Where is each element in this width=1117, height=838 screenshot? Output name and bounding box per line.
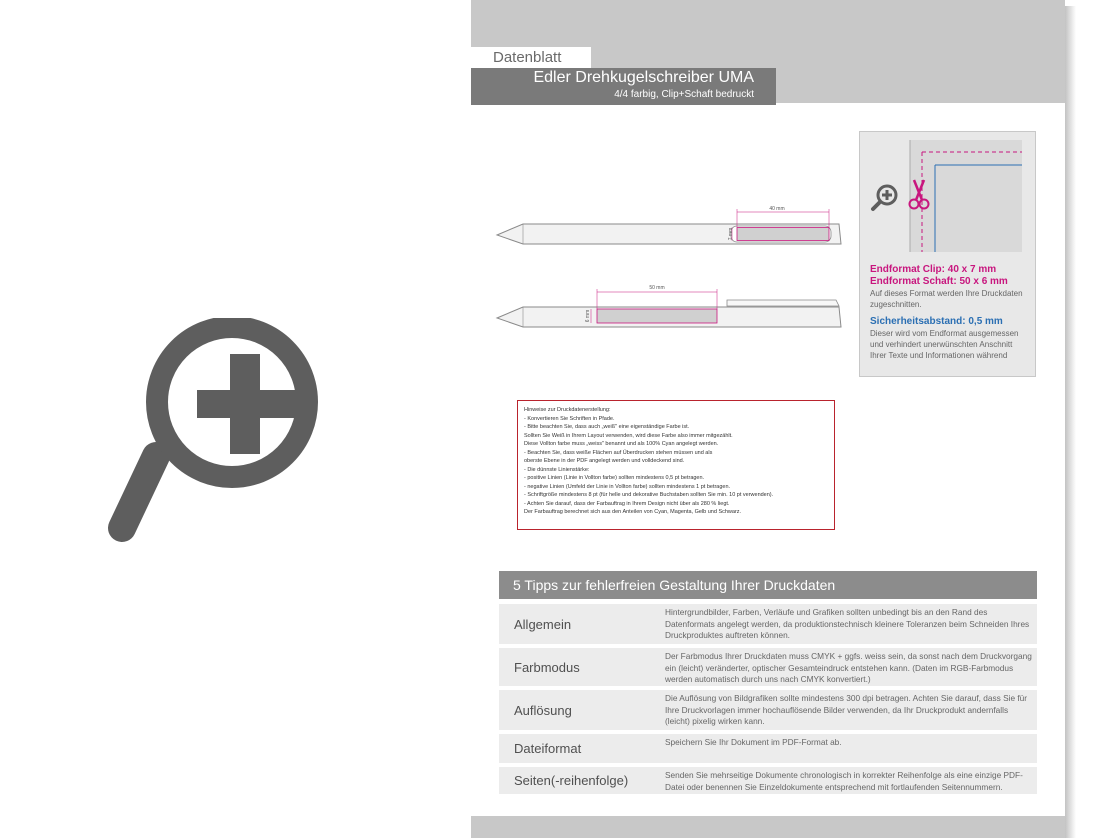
tip-text: Speichern Sie Ihr Dokument im PDF-Format ab. (665, 737, 842, 747)
shaft-format-line: Endformat Schaft: 50 x 6 mm (870, 276, 1008, 287)
tip-text: Hintergrundbilder, Farben, Verläufe und Grafiken sollten unbedingt bis an den Rand des Datenformats angelegt werden, da produktionstechnisch kleinere Toleranzen beim Schneiden Ihres Druckproduktes auftreten können. (665, 607, 1030, 640)
datasheet-tab: Datenblatt (471, 47, 591, 68)
product-title: Edler Drehkugelschreiber UMA (533, 69, 754, 86)
tip-label: Allgemein (514, 616, 572, 632)
product-subtitle: 4/4 farbig, Clip+Schaft bedruckt (614, 89, 754, 100)
tip-label: Auflösung (514, 702, 572, 718)
pen-drawings (493, 200, 843, 340)
format-info-text (870, 264, 1030, 361)
tip-label: Farbmodus (514, 659, 580, 675)
notes-title: Hinweise zur Druckdatenerstellung: (524, 407, 611, 413)
tip-row (499, 734, 1037, 763)
tip-row (499, 604, 1037, 644)
tip-text: Die Auflösung von Bildgrafiken sollte mindestens 300 dpi betragen. Achten Sie darauf, dass Sie für Ihre Druckvorlagen immer hochauflösende Bilder verwenden, da Ihr Druckprodukt andernfalls (leicht) pixelig wirken kann. (665, 693, 1028, 726)
tip-text: Der Farbmodus Ihrer Druckdaten muss CMYK + ggfs. weiss sein, da sonst nach dem Druckvorgang ein (leicht) veränderter, optischer Gesamteindruck entstehen kann. (Daten im RGB-Farbmodus werden automatisch durch uns nach CMYK konvertiert.) (665, 651, 1032, 684)
shaft-height-label: 6 mm (585, 309, 591, 323)
note-line: oberste Ebene in der PDF angelegt werden und volldeckend sind. (524, 458, 685, 464)
tip-row (499, 690, 1037, 730)
clip-format-line: Endformat Clip: 40 x 7 mm (870, 264, 997, 275)
note-line: Sollten Sie Weiß in Ihrem Layout verwenden, wird diese Farbe also immer mitgezählt. (524, 432, 733, 439)
tip-text: Senden Sie mehrseitige Dokumente chronologisch in korrekter Reihenfolge als eine einzige PDF-Datei oder benennen Sie Einzeldokumente entsprechend mit fortlaufenden Seitennummern. (665, 770, 1023, 792)
clip-height-label: 7 mm (728, 227, 734, 241)
note-line: - Die dünnste Linienstärke: (524, 466, 590, 473)
zoom-in-icon[interactable] (870, 182, 900, 212)
pen-shaft-view (497, 285, 841, 327)
note-line: - negative Linien (Umfeld der Linie in Vollton farbe) sollten mindestens 1 pt betragen. (524, 483, 731, 490)
scissors-icon (908, 178, 930, 212)
title-bar (471, 68, 776, 105)
safety-margin-title: Sicherheitsabstand: 0,5 mm (870, 316, 1003, 327)
note-line: - positive Linien (Linie in Vollton farbe) sollten mindestens 0,5 pt betragen. (524, 475, 705, 481)
pen-clip-view (497, 206, 841, 244)
datasheet-page (471, 0, 1065, 838)
format-preview (860, 132, 1035, 260)
format-info-box (859, 131, 1036, 377)
footer-band (471, 816, 1065, 838)
note-line: - Bitte beachten Sie, dass auch „weiß" eine eigenständige Farbe ist. (524, 424, 690, 430)
clip-width-label: 40 mm (769, 206, 785, 212)
shaft-width-label: 50 mm (649, 285, 665, 291)
page-shadow (1064, 6, 1076, 838)
safety-margin-note: Dieser wird vom Endformat ausgemessen und verhindert unerwünschten Anschnitt Ihrer Texte und Informationen während (870, 329, 1019, 360)
note-line: Der Farbauftrag berechnet sich aus den Anteilen von Cyan, Magenta, Gelb und Schwarz. (524, 509, 742, 515)
note-line: - Achten Sie darauf, dass der Farbauftrag in Ihrem Design nicht über als 280 % liegt. (524, 500, 730, 507)
note-line: - Konvertieren Sie Schriften in Pfade. (524, 415, 615, 422)
note-line: - Beachten Sie, dass weiße Flächen auf Überdrucken stehen müssen und als (524, 449, 713, 456)
note-line: - Schriftgröße mindestens 8 pt (für helle und dekorative Buchstaben sollten Sie min. 10 pt verwenden). (524, 492, 774, 498)
format-note: Auf dieses Format werden Ihre Druckdaten zugeschnitten. (870, 289, 1023, 309)
tip-row (499, 767, 1037, 794)
tips-header: 5 Tipps zur fehlerfreien Gestaltung Ihrer Druckdaten (499, 571, 1037, 599)
zoom-in-icon[interactable] (100, 318, 360, 550)
note-line: Diese Vollton farbe muss „weiss" benannt und als 100% Cyan angelegt werden. (524, 441, 719, 447)
print-notes-box (517, 400, 835, 530)
tip-row (499, 648, 1037, 686)
tip-label: Dateiformat (514, 741, 582, 756)
tip-label: Seiten(-reihenfolge) (514, 773, 629, 788)
